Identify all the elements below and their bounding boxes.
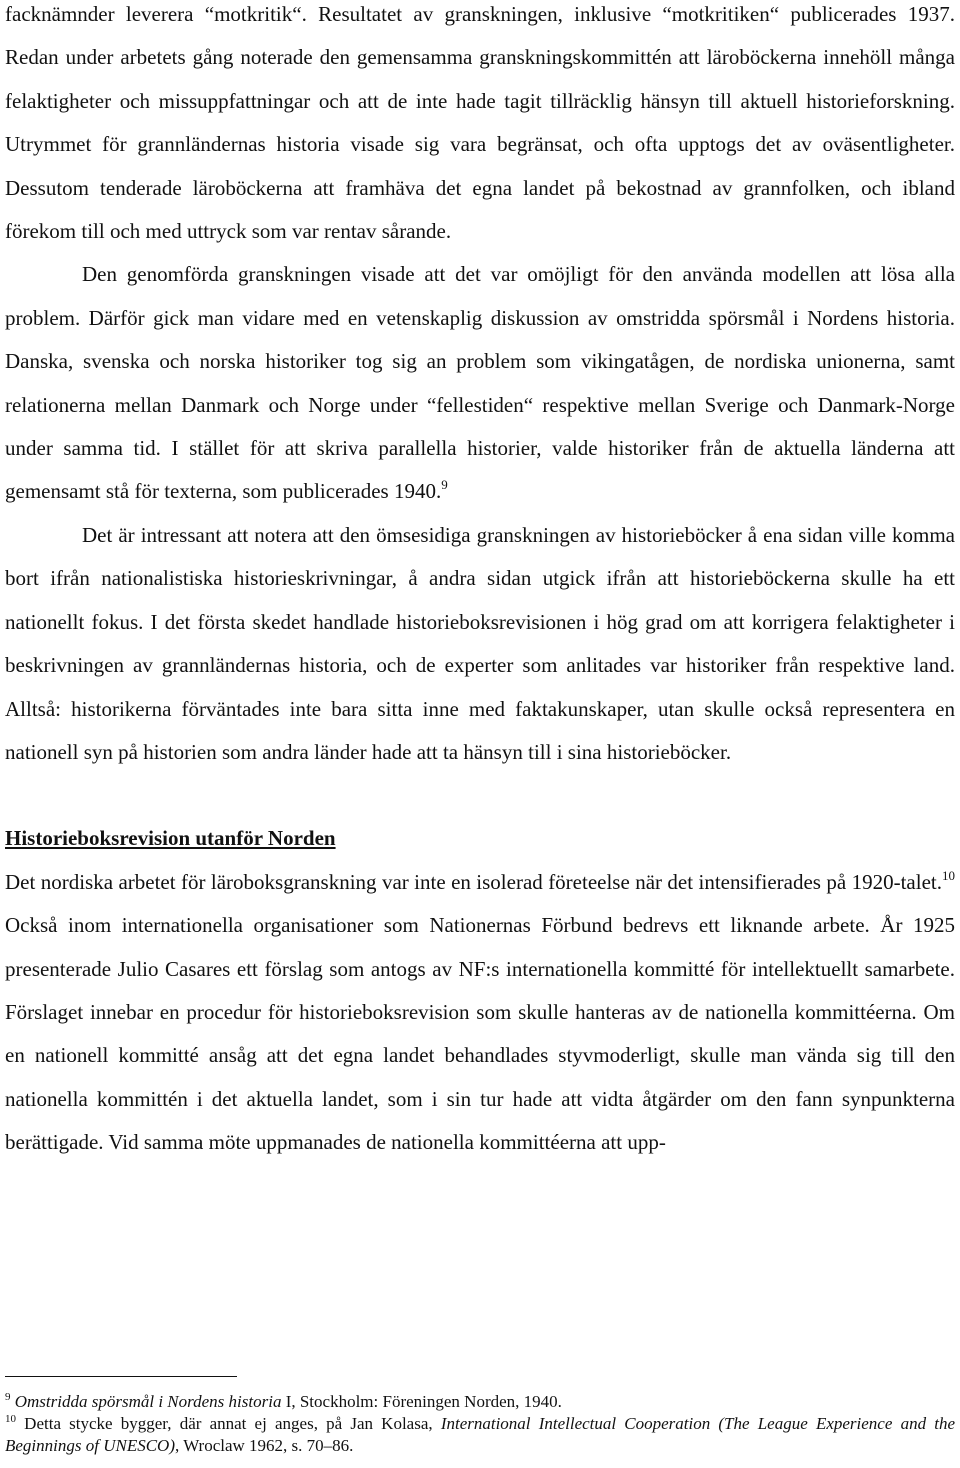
paragraph-4 <box>5 861 955 1165</box>
footnote-10-rest: , Wroclaw 1962, s. 70–86. <box>175 1436 354 1455</box>
paragraph-4-text-a: Det nordiska arbetet för läroboksgranskning var inte en isolerad företeelse när det intensifierades på 1920-talet. <box>5 869 942 894</box>
footnote-10-number: 10 <box>5 1413 16 1425</box>
paragraph-2-text: Den genomförda granskningen visade att det var omöjligt för den använda modellen att lösa alla problem. Därför gick man vidare med en vetenskaplig diskussion av omstridda spörsmål i Nordens historia. Danska, svenska och norska historiker tog sig an problem som vikingatågen, de nordiska unionerna, samt relationerna mellan Danmark och Norge under “fellestiden“ respektive mellan Sverige och Danmark-Norge under samma tid. I stället för att skriva parallella historier, valde historiker från de aktuella länderna att gemensamt stå för texterna, som publicerades 1940. <box>5 262 955 504</box>
paragraph-2 <box>5 253 955 513</box>
footnote-10 <box>5 1413 955 1457</box>
footnote-10-title: International Intellectual Cooperation (The League Experience and the Beginnings of UNESCO) <box>5 1414 956 1455</box>
footnote-ref-9[interactable]: 9 <box>441 477 448 493</box>
footnote-9-title: Omstridda spörsmål i Nordens historia <box>14 1392 282 1411</box>
paragraph-4-text-b: Också inom internationella organisationer som Nationernas Förbund bedrevs ett liknande arbete. År 1925 presenterade Julio Casares ett förslag som antogs av NF:s internationella kommitté för intellektuellt samarbete. Förslaget innebar en procedur för historieboksrevision som skulle hanteras av de nationella kommittéerna. Om en nationell kommitté ansåg att det egna landet behandlades styvmoderligt, skulle man vända sig till den nationella kommittén i det aktuella landet, som i sin tur hade att vidta åtgärder om den fann synpunkterna berättigade. Vid samma möte uppmanades de nationella kommittéerna att upp- <box>5 913 955 1155</box>
paragraph-3-text: Det är intressant att notera att den ömsesidiga granskningen av historieböcker å ena sidan ville komma bort ifrån nationalistiska historieskrivningar, å andra sidan utgick ifrån att historieböckerna skulle ha ett nationellt fokus. I det första skedet handlade historieboksrevisionen i hög grad om att korrigera felaktigheter i beskrivningen av grannländernas historia, och de experter som anlitades var historiker från respektive land. Alltså: historikerna förväntades inte bara sitta inne med faktakunskaper, utan skulle också representera en nationell syn på historien som andra länder hade att ta hänsyn till i sina historieböcker. <box>5 522 955 764</box>
footnote-separator <box>5 1376 237 1377</box>
paragraph-1-text: facknämnder leverera “motkritik“. Resultatet av granskningen, inklusive “motkritiken“ publicerades 1937. Redan under arbetets gång noterade den gemensamma granskningskommittén att läroböckerna innehöll många felaktigheter och missuppfattningar och att de inte hade tagit tillräcklig hänsyn till aktuell historieforskning. Utrymmet för grannländernas historia visade sig vara begränsat, och ofta upptogs det av oväsentligheter. Dessutom tenderade läroböckerna att framhäva det egna landet på bekostnad av grannfolken, och ibland förekom till och med uttryck som var rentav sårande. <box>5 2 955 244</box>
footnote-ref-10[interactable]: 10 <box>942 867 955 883</box>
footnote-10-intro: Detta stycke bygger, där annat ej anges, på Jan Kolasa, <box>16 1414 441 1433</box>
paragraph-1 <box>5 0 955 253</box>
section-heading: Historieboksrevision utanför Norden <box>5 826 336 851</box>
document-body <box>5 0 955 1165</box>
footnote-9-number: 9 <box>5 1391 11 1403</box>
footnote-9-rest: I, Stockholm: Föreningen Norden, 1940. <box>281 1392 562 1411</box>
footnote-9 <box>5 1391 955 1413</box>
paragraph-3 <box>5 514 955 774</box>
section-heading-wrap <box>5 817 955 860</box>
footnotes-section <box>5 1376 955 1457</box>
